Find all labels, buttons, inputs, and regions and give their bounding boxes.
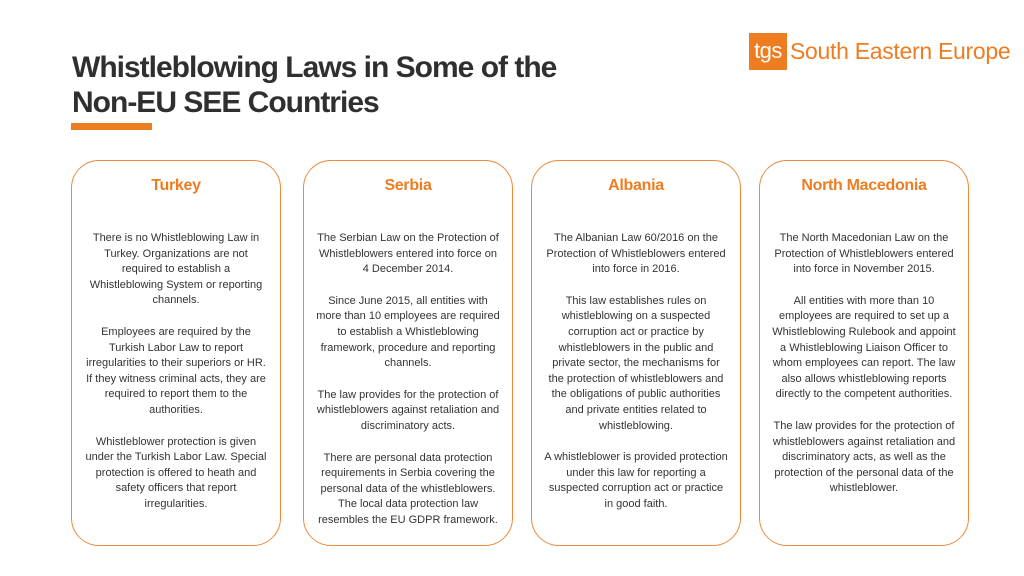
card-paragraph: The law provides for the protection of whistleblowers against retaliation and discriminatory acts. bbox=[316, 388, 500, 432]
card-title: Albania bbox=[608, 177, 664, 194]
card-paragraph: Employees are required by the Turkish Labor Law to report irregularities to their superiors or HR. If they witness criminal acts, they are required to report them to the authorities. bbox=[86, 325, 266, 416]
card-serbia bbox=[303, 160, 513, 546]
card-body bbox=[84, 231, 268, 529]
company-logo bbox=[749, 33, 1010, 70]
card-paragraph: The North Macedonian Law on the Protection of Whistleblowers entered into force in November 2015. bbox=[774, 232, 954, 276]
card-paragraph: The Serbian Law on the Protection of Whistleblowers entered into force on 4 December 2014. bbox=[317, 232, 499, 276]
page-title-line-2: Non-EU SEE Countries bbox=[72, 86, 379, 119]
card-paragraph: There is no Whistleblowing Law in Turkey. Organizations are not required to establish a Whistleblowing System or reporting channels. bbox=[89, 232, 263, 307]
card-paragraph: The Albanian Law 60/2016 on the Protection of Whistleblowers entered into force in 2016. bbox=[546, 232, 726, 276]
card-north-macedonia bbox=[759, 160, 969, 546]
page-title bbox=[72, 50, 632, 120]
card-paragraph: This law establishes rules on whistleblowing on a suspected corruption act or practice by whistleblowers in the public and private sector, the mechanisms for the protection of whistleblowers and the obligations of public authorities and private entities related to whistleblowing. bbox=[548, 294, 724, 432]
card-albania bbox=[531, 160, 741, 546]
card-paragraph: Since June 2015, all entities with more than 10 employees are required to establish a Whistleblowing framework, procedure and reporting channels. bbox=[316, 294, 500, 370]
card-title: Serbia bbox=[384, 177, 432, 194]
card-title: Turkey bbox=[151, 177, 201, 194]
logo-text: South Eastern Europe bbox=[790, 38, 1011, 64]
card-paragraph: There are personal data protection requirements in Serbia covering the personal data of the whistleblowers. The local data protection law resembles the EU GDPR framework. bbox=[318, 451, 498, 526]
card-title: North Macedonia bbox=[801, 177, 927, 194]
logo-mark: tgs bbox=[749, 33, 787, 70]
card-turkey bbox=[71, 160, 281, 546]
card-body bbox=[316, 231, 500, 545]
card-paragraph: The law provides for the protection of whistleblowers against retaliation and discriminatory acts, as well as the protection of the personal data of the whistleblower. bbox=[772, 419, 956, 495]
title-underline bbox=[71, 123, 152, 130]
card-paragraph: All entities with more than 10 employees are required to set up a Whistleblowing Rulebook and appoint a Whistleblowing Liaison Officer to whom employees can report. The law also allows whistleblowing reports directly to the competent authorities. bbox=[772, 294, 956, 401]
page-title-line-1: Whistleblowing Laws in Some of the bbox=[72, 51, 557, 84]
card-paragraph: Whistleblower protection is given under the Turkish Labor Law. Special protection is offered to heath and safety officers that report irregularities. bbox=[85, 435, 267, 510]
card-body bbox=[772, 231, 956, 513]
card-paragraph: A whistleblower is provided protection under this law for reporting a suspected corruption act or practice in good faith. bbox=[544, 451, 728, 510]
card-body bbox=[544, 231, 728, 529]
